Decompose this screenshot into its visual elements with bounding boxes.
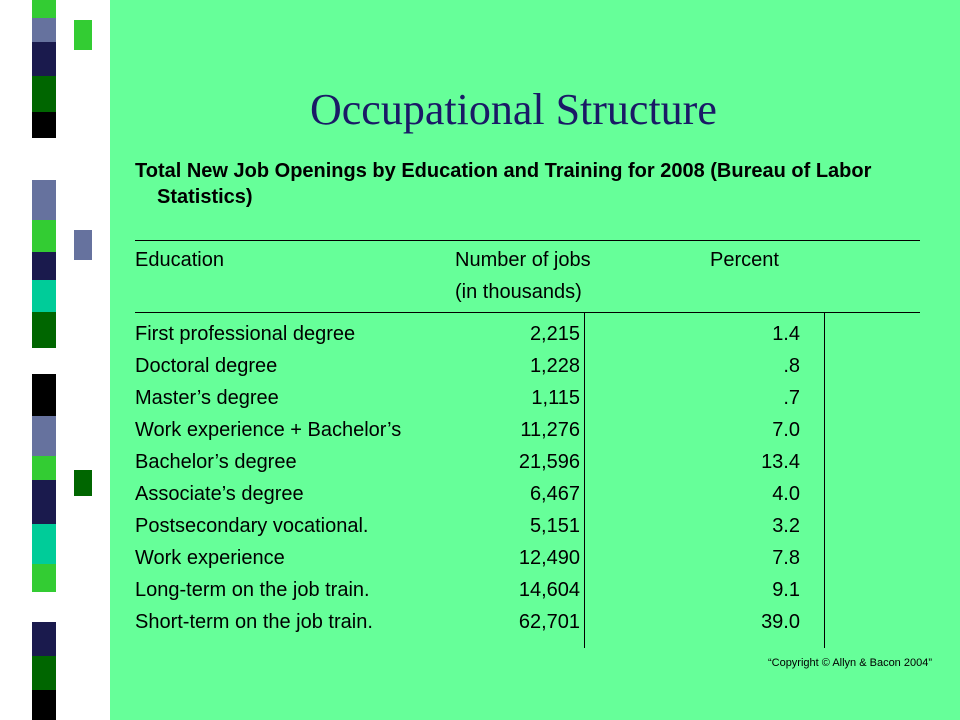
stripe-block [32,456,56,480]
header-percent: Percent [710,249,779,271]
row-percent: 1.4 [772,323,800,345]
row-percent: 7.8 [772,547,800,569]
stripe-block [32,180,56,220]
stripe-block [32,112,56,138]
row-percent: .8 [783,355,800,377]
row-education: Work experience [135,547,285,569]
header-jobs-unit: (in thousands) [455,281,582,303]
decorative-stripes [0,0,110,720]
row-education: Long-term on the job train. [135,579,370,601]
header-bottom-rule [135,312,920,313]
stripe-block [32,524,56,564]
stripe-block [32,312,56,348]
stripe-block [32,0,56,18]
stripe-block [32,480,56,524]
row-jobs: 2,215 [529,323,580,345]
stripe-block [32,656,56,690]
row-education: Master’s degree [135,387,279,409]
column-divider [824,312,825,648]
row-education: Doctoral degree [135,355,278,377]
stripe-block [32,564,56,592]
row-education: Associate’s degree [135,483,304,505]
stripe-block [32,280,56,312]
table-top-rule [135,240,920,241]
row-percent: 13.4 [761,451,800,473]
stripe-block [74,470,92,496]
row-education: First professional degree [135,323,356,345]
row-jobs: 12,490 [518,547,580,569]
row-percent: 39.0 [761,611,800,633]
table-caption: Total New Job Openings by Education and Training for 2008 (Bureau of Labor Statistics) [135,160,872,208]
stripe-block [32,220,56,252]
row-jobs: 1,228 [529,355,580,377]
stripe-block [74,230,92,260]
row-percent: 7.0 [772,419,800,441]
row-jobs: 11,276 [520,419,580,441]
row-education: Postsecondary vocational. [135,515,369,537]
row-jobs: 1,115 [531,387,580,409]
row-education: Bachelor’s degree [135,451,297,473]
stripe-block [32,18,56,42]
stripe-block [32,416,56,456]
row-jobs: 21,596 [518,451,580,473]
stripe-block [32,76,56,112]
copyright-notice: “Copyright © Allyn & Bacon 2004” [767,657,932,669]
page-title: Occupational Structure [310,85,717,134]
row-jobs: 6,467 [529,483,580,505]
row-jobs: 62,701 [518,611,580,633]
row-percent: 3.2 [772,515,800,537]
stripe-block [74,20,92,50]
row-education: Work experience + Bachelor’s [135,419,402,441]
row-education: Short-term on the job train. [135,611,373,633]
row-percent: .7 [783,387,800,409]
stripe-block [32,42,56,76]
row-percent: 4.0 [772,483,800,505]
row-jobs: 14,604 [518,579,580,601]
header-jobs: Number of jobs [455,249,591,271]
column-divider [584,312,585,648]
stripe-block [32,690,56,720]
stripe-block [32,622,56,656]
header-education: Education [135,249,224,271]
stripe-block [32,374,56,416]
stripe-block [32,252,56,280]
row-jobs: 5,151 [529,515,580,537]
row-percent: 9.1 [772,579,800,601]
